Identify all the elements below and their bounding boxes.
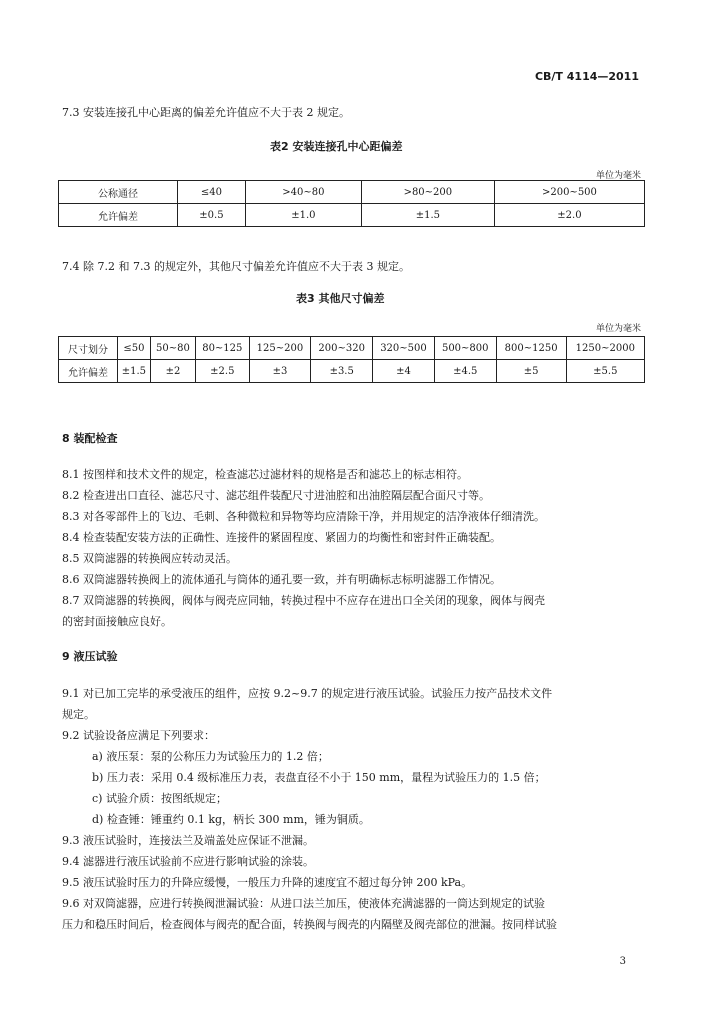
table2 — [58, 180, 645, 227]
table3-row-values — [59, 360, 645, 383]
document-id: CB/T 4114—2011 — [534, 70, 639, 83]
clause-7-4: 7.4 除 7.2 和 7.3 的规定外，其他尺寸偏差允许值应不大于表 3 规定。 — [62, 260, 410, 273]
clause-9-2: 9.2 试验设备应满足下列要求： — [62, 729, 215, 742]
section-9-title: 9 液压试验 — [62, 650, 118, 663]
table2-caption: 表2 安装连接孔中心距偏差 — [270, 140, 403, 153]
clause-9-6-cont: 压力和稳压时间后，检查阀体与阀壳的配合面，转换阀与阀壳的内隔壁及阀壳部位的泄漏。按同样试验 — [62, 918, 557, 931]
table-cell: ±3.5 — [311, 360, 373, 383]
table2-row-values — [59, 204, 645, 227]
table-cell: 尺寸划分 — [59, 337, 118, 360]
clause-8-2: 8.2 检查进出口直径、滤芯尺寸、滤芯组件装配尺寸进油腔和出油腔隔层配合面尺寸等。 — [62, 489, 490, 502]
table2-unit: 单位为毫米 — [595, 171, 641, 181]
clause-9-2-a: a) 液压泵：泵的公称压力为试验压力的 1.2 倍； — [92, 750, 329, 763]
clause-9-2-b: b) 压力表：采用 0.4 级标准压力表，表盘直径不小于 150 mm，量程为试验压力的 1.5 倍； — [92, 771, 546, 784]
table-cell: ±5 — [496, 360, 566, 383]
table-cell: ±2.0 — [494, 204, 644, 227]
table-cell: ±2 — [150, 360, 195, 383]
clause-9-2-c: c) 试验介质：按图纸规定； — [92, 792, 227, 805]
table-cell: ±1.5 — [361, 204, 494, 227]
table-cell: 1250~2000 — [566, 337, 644, 360]
table-cell: 500~800 — [434, 337, 496, 360]
table-cell: ≤40 — [178, 181, 246, 204]
clause-8-6: 8.6 双筒滤器转换阀上的流体通孔与筒体的通孔要一致，并有明确标志标明滤器工作情况。 — [62, 573, 501, 586]
clause-8-7-cont: 的密封面接触应良好。 — [62, 615, 172, 628]
table-cell: 320~500 — [373, 337, 435, 360]
table-cell: 50~80 — [150, 337, 195, 360]
table-cell: ±4 — [373, 360, 435, 383]
section-8-title: 8 装配检查 — [62, 432, 118, 445]
table-cell: 800~1250 — [496, 337, 566, 360]
table-cell: 125~200 — [249, 337, 311, 360]
clause-9-1: 9.1 对已加工完毕的承受液压的组件，应按 9.2~9.7 的规定进行液压试验。试验压力按产品技术文件 — [62, 687, 553, 700]
table-cell: 允许偏差 — [59, 204, 178, 227]
table-cell: ±4.5 — [434, 360, 496, 383]
table-cell: ±3 — [249, 360, 311, 383]
clause-8-4: 8.4 检查装配安装方法的正确性、连接件的紧固程度、紧固力的均衡性和密封件正确装配。 — [62, 531, 501, 544]
table3-caption: 表3 其他尺寸偏差 — [296, 292, 385, 305]
table-cell: ±0.5 — [178, 204, 246, 227]
clause-7-3: 7.3 安装连接孔中心距离的偏差允许值应不大于表 2 规定。 — [62, 106, 350, 119]
table2-row-header — [59, 181, 645, 204]
table-cell: ≤50 — [118, 337, 151, 360]
clause-9-3: 9.3 液压试验时，连接法兰及端盖处应保证不泄漏。 — [62, 834, 314, 847]
table-cell: 允许偏差 — [59, 360, 118, 383]
clause-9-4: 9.4 滤器进行液压试验前不应进行影响试验的涂装。 — [62, 855, 314, 868]
table-cell: ±2.5 — [196, 360, 250, 383]
table-cell: 80~125 — [196, 337, 250, 360]
table3 — [58, 336, 645, 383]
table-cell: ±1.0 — [245, 204, 361, 227]
clause-9-6: 9.6 对双筒滤器，应进行转换阀泄漏试验：从进口法兰加压，使液体充满滤器的一筒达到规定的试验 — [62, 897, 545, 910]
table-cell: ±5.5 — [566, 360, 644, 383]
clause-8-3: 8.3 对各零部件上的飞边、毛刺、各种微粒和异物等均应清除干净，并用规定的洁净液体仔细清洗。 — [62, 510, 545, 523]
table3-row-header — [59, 337, 645, 360]
table-cell: >80~200 — [361, 181, 494, 204]
clause-9-2-d: d) 检查锤：锤重约 0.1 kg，柄长 300 mm，锤为铜质。 — [92, 813, 370, 826]
clause-8-1: 8.1 按图样和技术文件的规定，检查滤芯过滤材料的规格是否和滤芯上的标志相符。 — [62, 468, 468, 481]
clause-8-7: 8.7 双筒滤器的转换阀，阀体与阀壳应同轴，转换过程中不应存在进出口全关闭的现象，阀体与阀壳 — [62, 594, 545, 607]
table-cell: 200~320 — [311, 337, 373, 360]
table3-unit: 单位为毫米 — [595, 324, 641, 334]
clause-8-5: 8.5 双筒滤器的转换阀应转动灵活。 — [62, 552, 237, 565]
clause-9-1-cont: 规定。 — [62, 708, 95, 721]
clause-9-5: 9.5 液压试验时压力的升降应缓慢，一般压力升降的速度宜不超过每分钟 200 kPa。 — [62, 876, 473, 889]
table-cell: >40~80 — [245, 181, 361, 204]
table-cell: >200~500 — [494, 181, 644, 204]
page-number: 3 — [619, 956, 626, 967]
table-cell: ±1.5 — [118, 360, 151, 383]
table-cell: 公称通径 — [59, 181, 178, 204]
